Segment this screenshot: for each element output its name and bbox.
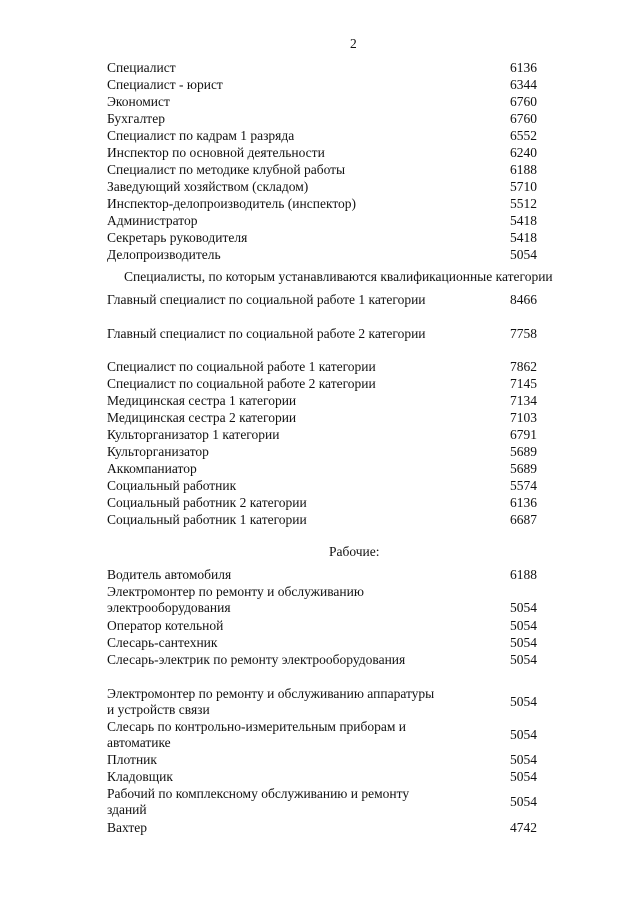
- salary-value: 5710: [510, 179, 537, 194]
- position-name: Культорганизатор: [107, 444, 209, 459]
- position-name: Электромонтер по ремонту и обслуживанию электрооборудования: [107, 584, 364, 615]
- position-name: Инспектор по основной деятельности: [107, 145, 325, 160]
- list-item: [107, 162, 537, 178]
- list-item: [107, 652, 537, 668]
- salary-value: 5689: [510, 444, 537, 459]
- position-name: Рабочий по комплексному обслуживанию и ремонту зданий: [107, 786, 410, 817]
- salary-value: 5054: [510, 635, 537, 650]
- position-name: Социальный работник 1 категории: [107, 512, 307, 527]
- salary-value: 5054: [510, 652, 537, 667]
- position-name: Культорганизатор 1 категории: [107, 427, 280, 442]
- position-name: Экономист: [107, 94, 170, 109]
- list-item: [107, 719, 537, 751]
- list-item: [107, 128, 537, 144]
- list-item: [107, 410, 537, 426]
- salary-value: 5418: [510, 230, 537, 245]
- list-item: [107, 230, 537, 246]
- position-name: Бухгалтер: [107, 111, 165, 126]
- list-item: [107, 196, 537, 212]
- section-heading: Рабочие:: [329, 544, 380, 559]
- list-item: [107, 179, 537, 195]
- list-item: [107, 635, 537, 651]
- position-name: Специалист: [107, 60, 176, 75]
- list-item: [107, 478, 537, 494]
- list-item: [107, 584, 537, 616]
- salary-value: 5054: [510, 694, 537, 709]
- salary-value: 6188: [510, 162, 537, 177]
- salary-value: 5574: [510, 478, 537, 493]
- position-name: Специалист по кадрам 1 разряда: [107, 128, 295, 143]
- list-item: [107, 512, 537, 528]
- position-name: Специалист по методике клубной работы: [107, 162, 346, 177]
- salary-value: 6136: [510, 60, 537, 75]
- salary-value: 6760: [510, 94, 537, 109]
- list-item: [107, 786, 537, 818]
- list-item: [107, 77, 537, 93]
- list-item: [107, 145, 537, 161]
- salary-value: 7862: [510, 359, 537, 374]
- salary-value: 7758: [510, 326, 537, 341]
- position-name: Слесарь-электрик по ремонту электрооборудования: [107, 652, 406, 667]
- list-item: [107, 461, 537, 477]
- salary-value: 5418: [510, 213, 537, 228]
- list-item: [107, 94, 537, 110]
- position-name: Главный специалист по социальной работе 2 категории: [107, 326, 426, 341]
- list-item: [107, 111, 537, 127]
- salary-value: 6760: [510, 111, 537, 126]
- list-item: [107, 820, 537, 836]
- salary-value: 6240: [510, 145, 537, 160]
- salary-value: 7145: [510, 376, 537, 391]
- list-item: [107, 359, 537, 375]
- list-item: [107, 444, 537, 460]
- list-item: [107, 495, 537, 511]
- position-name: Социальный работник: [107, 478, 237, 493]
- position-name: Медицинская сестра 1 категории: [107, 393, 297, 408]
- salary-value: 5054: [510, 752, 537, 767]
- salary-value: 5054: [510, 247, 537, 262]
- list-item: [107, 393, 537, 409]
- salary-value: 5054: [510, 769, 537, 784]
- position-name: Оператор котельной: [107, 618, 224, 633]
- salary-value: 7103: [510, 410, 537, 425]
- position-name: Медицинская сестра 2 категории: [107, 410, 297, 425]
- salary-value: 6344: [510, 77, 537, 92]
- position-name: Специалист по социальной работе 2 категории: [107, 376, 376, 391]
- position-name: Специалист - юрист: [107, 77, 223, 92]
- list-item: [107, 618, 537, 634]
- list-item: [107, 60, 537, 76]
- list-item: [107, 326, 537, 342]
- salary-value: 6687: [510, 512, 537, 527]
- position-name: Аккомпаниатор: [107, 461, 197, 476]
- salary-value: 5689: [510, 461, 537, 476]
- position-name: Делопроизводитель: [107, 247, 221, 262]
- page-number: 2: [350, 36, 357, 51]
- section-heading: Специалисты, по которым устанавливаются квалификационные категории: [124, 269, 553, 284]
- salary-value: 5512: [510, 196, 537, 211]
- list-item: [107, 752, 537, 768]
- salary-value: 5054: [510, 794, 537, 809]
- position-name: Инспектор-делопроизводитель (инспектор): [107, 196, 357, 211]
- list-item: [107, 376, 537, 392]
- position-name: Кладовщик: [107, 769, 173, 784]
- salary-value: 4742: [510, 820, 537, 835]
- position-name: Социальный работник 2 категории: [107, 495, 307, 510]
- list-item: [107, 213, 537, 229]
- list-item: [107, 686, 537, 718]
- position-name: Плотник: [107, 752, 157, 767]
- position-name: Водитель автомобиля: [107, 567, 232, 582]
- position-name: Главный специалист по социальной работе 1 категории: [107, 292, 426, 307]
- list-item: [107, 247, 537, 263]
- list-item: [107, 427, 537, 443]
- salary-value: 5054: [510, 600, 537, 615]
- position-name: Администратор: [107, 213, 198, 228]
- position-name: Электромонтер по ремонту и обслуживанию аппаратуры и устройств связи: [107, 686, 435, 717]
- salary-value: 5054: [510, 618, 537, 633]
- position-name: Слесарь по контрольно-измерительным приборам и автоматике: [107, 719, 407, 750]
- list-item: [107, 769, 537, 785]
- salary-value: 8466: [510, 292, 537, 307]
- salary-value: 7134: [510, 393, 537, 408]
- salary-value: 5054: [510, 727, 537, 742]
- salary-value: 6188: [510, 567, 537, 582]
- position-name: Специалист по социальной работе 1 категории: [107, 359, 376, 374]
- position-name: Заведующий хозяйством (складом): [107, 179, 309, 194]
- salary-value: 6791: [510, 427, 537, 442]
- salary-value: 6136: [510, 495, 537, 510]
- list-item: [107, 567, 537, 583]
- position-name: Вахтер: [107, 820, 148, 835]
- position-name: Секретарь руководителя: [107, 230, 248, 245]
- salary-value: 6552: [510, 128, 537, 143]
- list-item: [107, 292, 537, 308]
- position-name: Слесарь-сантехник: [107, 635, 218, 650]
